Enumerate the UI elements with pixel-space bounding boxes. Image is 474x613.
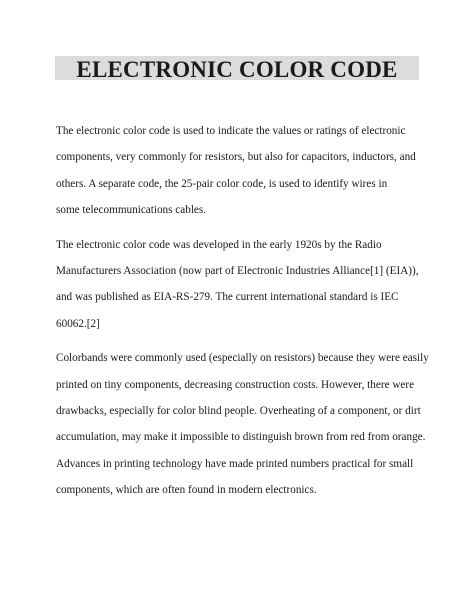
document-title: ELECTRONIC COLOR CODE [76, 57, 398, 82]
paragraph-colorbands [56, 345, 429, 503]
text-line: components, which are often found in modern electronics. [56, 484, 317, 497]
text-line: drawbacks, especially for color blind people. Overheating of a component, or dirt [56, 405, 421, 418]
text-line: and was published as EIA-RS-279. The current international standard is IEC [56, 291, 399, 304]
text-line: some telecommunications cables. [56, 204, 207, 217]
paragraph-color-code-intro [56, 118, 426, 224]
text-line: components, very commonly for resistors, but also for capacitors, inductors, and [56, 151, 416, 164]
text-line: Advances in printing technology have made printed numbers practical for small [56, 457, 414, 470]
text-line: Colorbands were commonly used (especially on resistors) because they were easily [56, 352, 429, 365]
document-body [56, 118, 429, 512]
text-line: Manufacturers Association (now part of Electronic Industries Alliance[1] (EIA)), [56, 265, 419, 278]
text-line: printed on tiny components, decreasing construction costs. However, there were [56, 378, 415, 391]
text-line: 60062.[2] [56, 317, 100, 330]
text-line: others. A separate code, the 25-pair color code, is used to identify wires in [56, 177, 388, 190]
text-line: The electronic color code was developed in the early 1920s by the Radio [56, 238, 382, 251]
paragraph-color-code-history [56, 232, 426, 338]
text-line: The electronic color code is used to indicate the values or ratings of electronic [56, 125, 406, 137]
text-line: accumulation, may make it impossible to distinguish brown from red from orange. [56, 431, 426, 444]
